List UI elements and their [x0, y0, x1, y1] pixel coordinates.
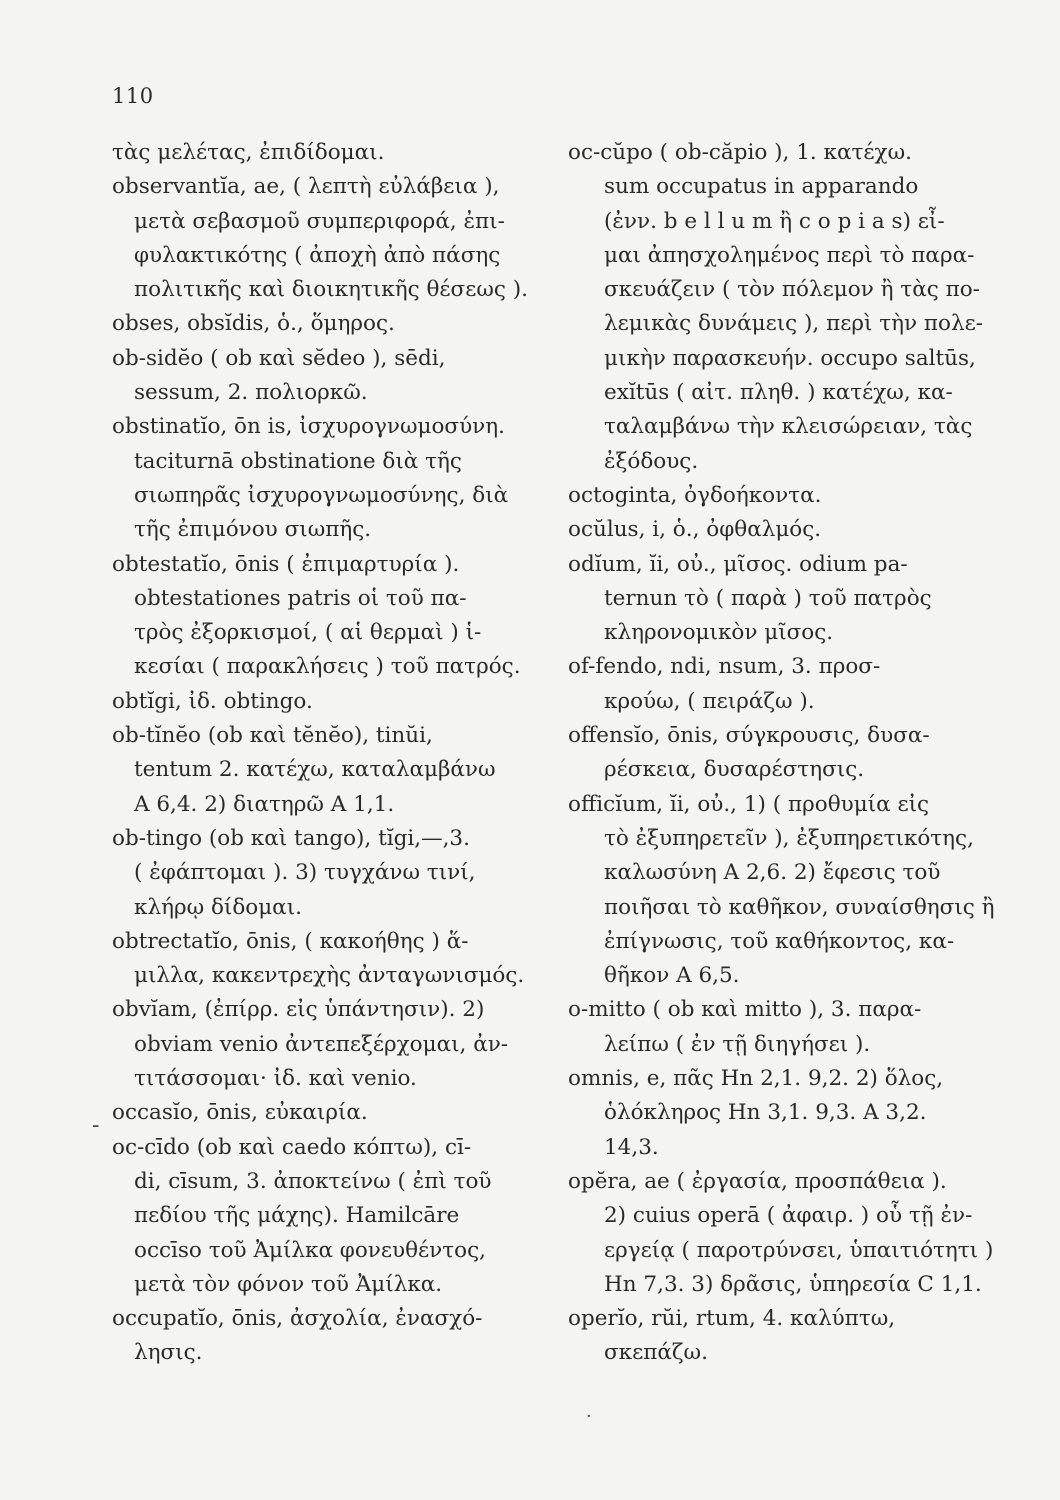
- entry-headword-line: τὰς μελέτας, ἐπιδίδομαι.: [112, 140, 385, 165]
- entry-continuation-line: ὁλόκληρος Hn 3,1. 9,3. A 3,2.: [604, 1100, 927, 1126]
- entry-headword-line: octoginta, ὀγδοήκοντα.: [568, 482, 822, 508]
- entry-continuation-line: ( ἐφάπτομαι ). 3) τυγχάνω τινί,: [134, 860, 476, 886]
- entry-continuation-line: σκευάζειν ( τὸν πόλεμον ἢ τὰς πο-: [604, 277, 980, 303]
- left-column: [112, 136, 552, 1371]
- entry-continuation-line: σιωπηρᾶς ἰσχυρογνωμοσύνης, διὰ: [134, 482, 509, 508]
- entry-continuation-line: θῆκον A 6,5.: [604, 963, 740, 989]
- entry-continuation-line: obviam venio ἀντεπεξέρχομαι, ἀν-: [134, 1031, 509, 1057]
- entry-continuation-line: μαι ἀπησχολημένος περὶ τὸ παρα-: [604, 242, 975, 268]
- entry-headword-line: ob-tĭnĕo (ob καὶ tĕnĕo), tinŭi,: [112, 723, 433, 749]
- entry-continuation-line: μιλλα, κακεντρεχὴς ἀνταγωνισμός.: [134, 963, 525, 989]
- entry-headword-line: omnis, e, πᾶς Hn 2,1. 9,2. 2) ὅλος,: [568, 1066, 944, 1092]
- entry-continuation-line: exĭtūs ( αἰτ. πληθ. ) κατέχω, κα-: [604, 380, 953, 406]
- entry-continuation-line: sum occupatus in apparando: [604, 174, 919, 200]
- margin-dot-mark: ·: [586, 1406, 592, 1427]
- entry-headword-line: o-mitto ( ob καὶ mitto ), 3. παρα-: [568, 997, 922, 1023]
- entry-headword-line: odĭum, ĭi, οὐ., μῖσος. odium pa-: [568, 551, 908, 577]
- entry-headword-line: ob-sidĕo ( ob καὶ sĕdeo ), sēdi,: [112, 345, 446, 371]
- entry-continuation-line: occīso τοῦ Ἀμίλκα φονευθέντος,: [134, 1237, 486, 1263]
- entry-headword-line: operĭo, rŭi, rtum, 4. καλύπτω,: [568, 1306, 896, 1332]
- entry-headword-line: opĕra, ae ( ἐργασία, προσπάθεια ).: [568, 1168, 947, 1194]
- entry-headword-line: obtestatĭo, ōnis ( ἐπιμαρτυρία ).: [112, 551, 460, 577]
- margin-dash-mark: -: [92, 1113, 100, 1138]
- entry-headword-line: ob-tingo (ob καὶ tango), tĭgi,—,3.: [112, 825, 470, 851]
- entry-headword-line: obses, obsĭdis, ὁ., ὅμηρος.: [112, 311, 395, 337]
- entry-headword-line: oc-cīdo (ob καὶ caedo κόπτω), cī-: [112, 1134, 472, 1160]
- right-column: [568, 136, 1020, 1371]
- entry-continuation-line: ἐξόδους.: [604, 448, 699, 474]
- entry-headword-line: of-fendo, ndi, nsum, 3. προσ-: [568, 654, 881, 680]
- entry-continuation-line: (ἐνν. b e l l u m ἢ c o p i a s) εἶ-: [604, 208, 945, 234]
- page-number: 110: [112, 84, 154, 108]
- entry-continuation-line: λησις.: [134, 1340, 203, 1366]
- entry-continuation-line: κληρονομικὸν μῖσος.: [604, 620, 834, 646]
- entry-headword-line: occupatĭo, ōnis, ἀσχολία, ἐνασχό-: [112, 1306, 483, 1332]
- entry-headword-line: obstinatĭo, ōn is, ἰσχυρογνωμοσύνη.: [112, 414, 505, 440]
- entry-continuation-line: A 6,4. 2) διατηρῶ A 1,1.: [134, 791, 395, 817]
- entry-continuation-line: ἐπίγνωσις, τοῦ καθήκοντος, κα-: [604, 928, 955, 954]
- entry-headword-line: oc-cŭpo ( ob-căpio ), 1. κατέχω.: [568, 140, 912, 165]
- entry-continuation-line: πολιτικῆς καὶ διοικητικῆς θέσεως ).: [134, 277, 528, 303]
- entry-headword-line: obvĭam, (ἐπίρρ. εἰς ὑπάντησιν). 2): [112, 997, 485, 1023]
- entry-headword-line: obtrectatĭo, ōnis, ( κακοήθης ) ἅ-: [112, 928, 469, 954]
- entry-headword-line: officĭum, ĭi, οὐ., 1) ( προθυμία εἰς: [568, 791, 930, 817]
- entry-continuation-line: πεδίου τῆς μάχης). Hamilcāre: [134, 1203, 460, 1229]
- entry-continuation-line: λείπω ( ἐν τῇ διηγήσει ).: [604, 1031, 871, 1057]
- entry-continuation-line: σκεπάζω.: [604, 1340, 708, 1366]
- entry-continuation-line: μικὴν παρασκευήν. occupo saltūs,: [604, 345, 976, 371]
- entry-continuation-line: τῆς ἐπιμόνου σιωπῆς.: [134, 517, 372, 543]
- entry-headword-line: obtĭgi, ἰδ. obtingo.: [112, 688, 313, 714]
- entry-continuation-line: κεσίαι ( παρακλήσεις ) τοῦ πατρός.: [134, 654, 521, 680]
- entry-continuation-line: λεμικὰς δυνάμεις ), περὶ τὴν πολε-: [604, 311, 984, 337]
- entry-continuation-line: Hn 7,3. 3) δρᾶσις, ὑπηρεσία C 1,1.: [604, 1271, 982, 1297]
- entry-continuation-line: κρούω, ( πειράζω ).: [604, 688, 815, 714]
- entry-continuation-line: φυλακτικότης ( ἀποχὴ ἀπὸ πάσης: [134, 242, 501, 268]
- entry-continuation-line: obtestationes patris οἱ τοῦ πα-: [134, 585, 467, 611]
- entry-continuation-line: μετὰ τὸν φόνον τοῦ Ἀμίλκα.: [134, 1271, 443, 1297]
- entry-continuation-line: taciturnā obstinatione διὰ τῆς: [134, 448, 462, 474]
- entry-continuation-line: καλωσύνη A 2,6. 2) ἔφεσις τοῦ: [604, 860, 941, 886]
- entry-headword-line: occasĭo, ōnis, εὐκαιρία.: [112, 1100, 368, 1126]
- entry-continuation-line: τὸ ἐξυπηρετεῖν ), ἐξυπηρετικότης,: [604, 825, 974, 851]
- entry-headword-line: offensĭo, ōnis, σύγκρουσις, δυσα-: [568, 723, 930, 749]
- entry-continuation-line: sessum, 2. πολιορκῶ.: [134, 380, 368, 406]
- entry-continuation-line: εργείᾳ ( παροτρύνσει, ὑπαιτιότητι ): [604, 1237, 994, 1263]
- entry-continuation-line: κλήρῳ δίδομαι.: [134, 894, 302, 920]
- entry-continuation-line: ποιῆσαι τὸ καθῆκον, συναίσθησις ἢ: [604, 894, 995, 920]
- entry-continuation-line: ρέσκεια, δυσαρέστησις.: [604, 757, 865, 783]
- entry-continuation-line: μετὰ σεβασμοῦ συμπεριφορά, ἐπι-: [134, 208, 505, 234]
- entry-continuation-line: di, cīsum, 3. ἀποκτείνω ( ἐπὶ τοῦ: [134, 1168, 492, 1194]
- entry-continuation-line: 2) cuius operā ( ἀφαιρ. ) οὗ τῇ ἐν-: [604, 1203, 973, 1229]
- entry-continuation-line: ternun τὸ ( παρὰ ) τοῦ πατρὸς: [604, 585, 932, 611]
- entry-continuation-line: τιτάσσομαι· ἰδ. καὶ venio.: [134, 1066, 417, 1092]
- entry-continuation-line: ταλαμβάνω τὴν κλεισώρειαν, τὰς: [604, 414, 973, 440]
- entry-continuation-line: 14,3.: [604, 1134, 659, 1160]
- entry-continuation-line: τρὸς ἐξορκισμοί, ( αἱ θερμαὶ ) ἱ-: [134, 620, 482, 646]
- entry-continuation-line: tentum 2. κατέχω, καταλαμβάνω: [134, 757, 496, 783]
- entry-headword-line: ocŭlus, i, ὁ., ὀφθαλμός.: [568, 517, 822, 543]
- entry-headword-line: observantĭa, ae, ( λεπτὴ εὐλάβεια ),: [112, 174, 500, 200]
